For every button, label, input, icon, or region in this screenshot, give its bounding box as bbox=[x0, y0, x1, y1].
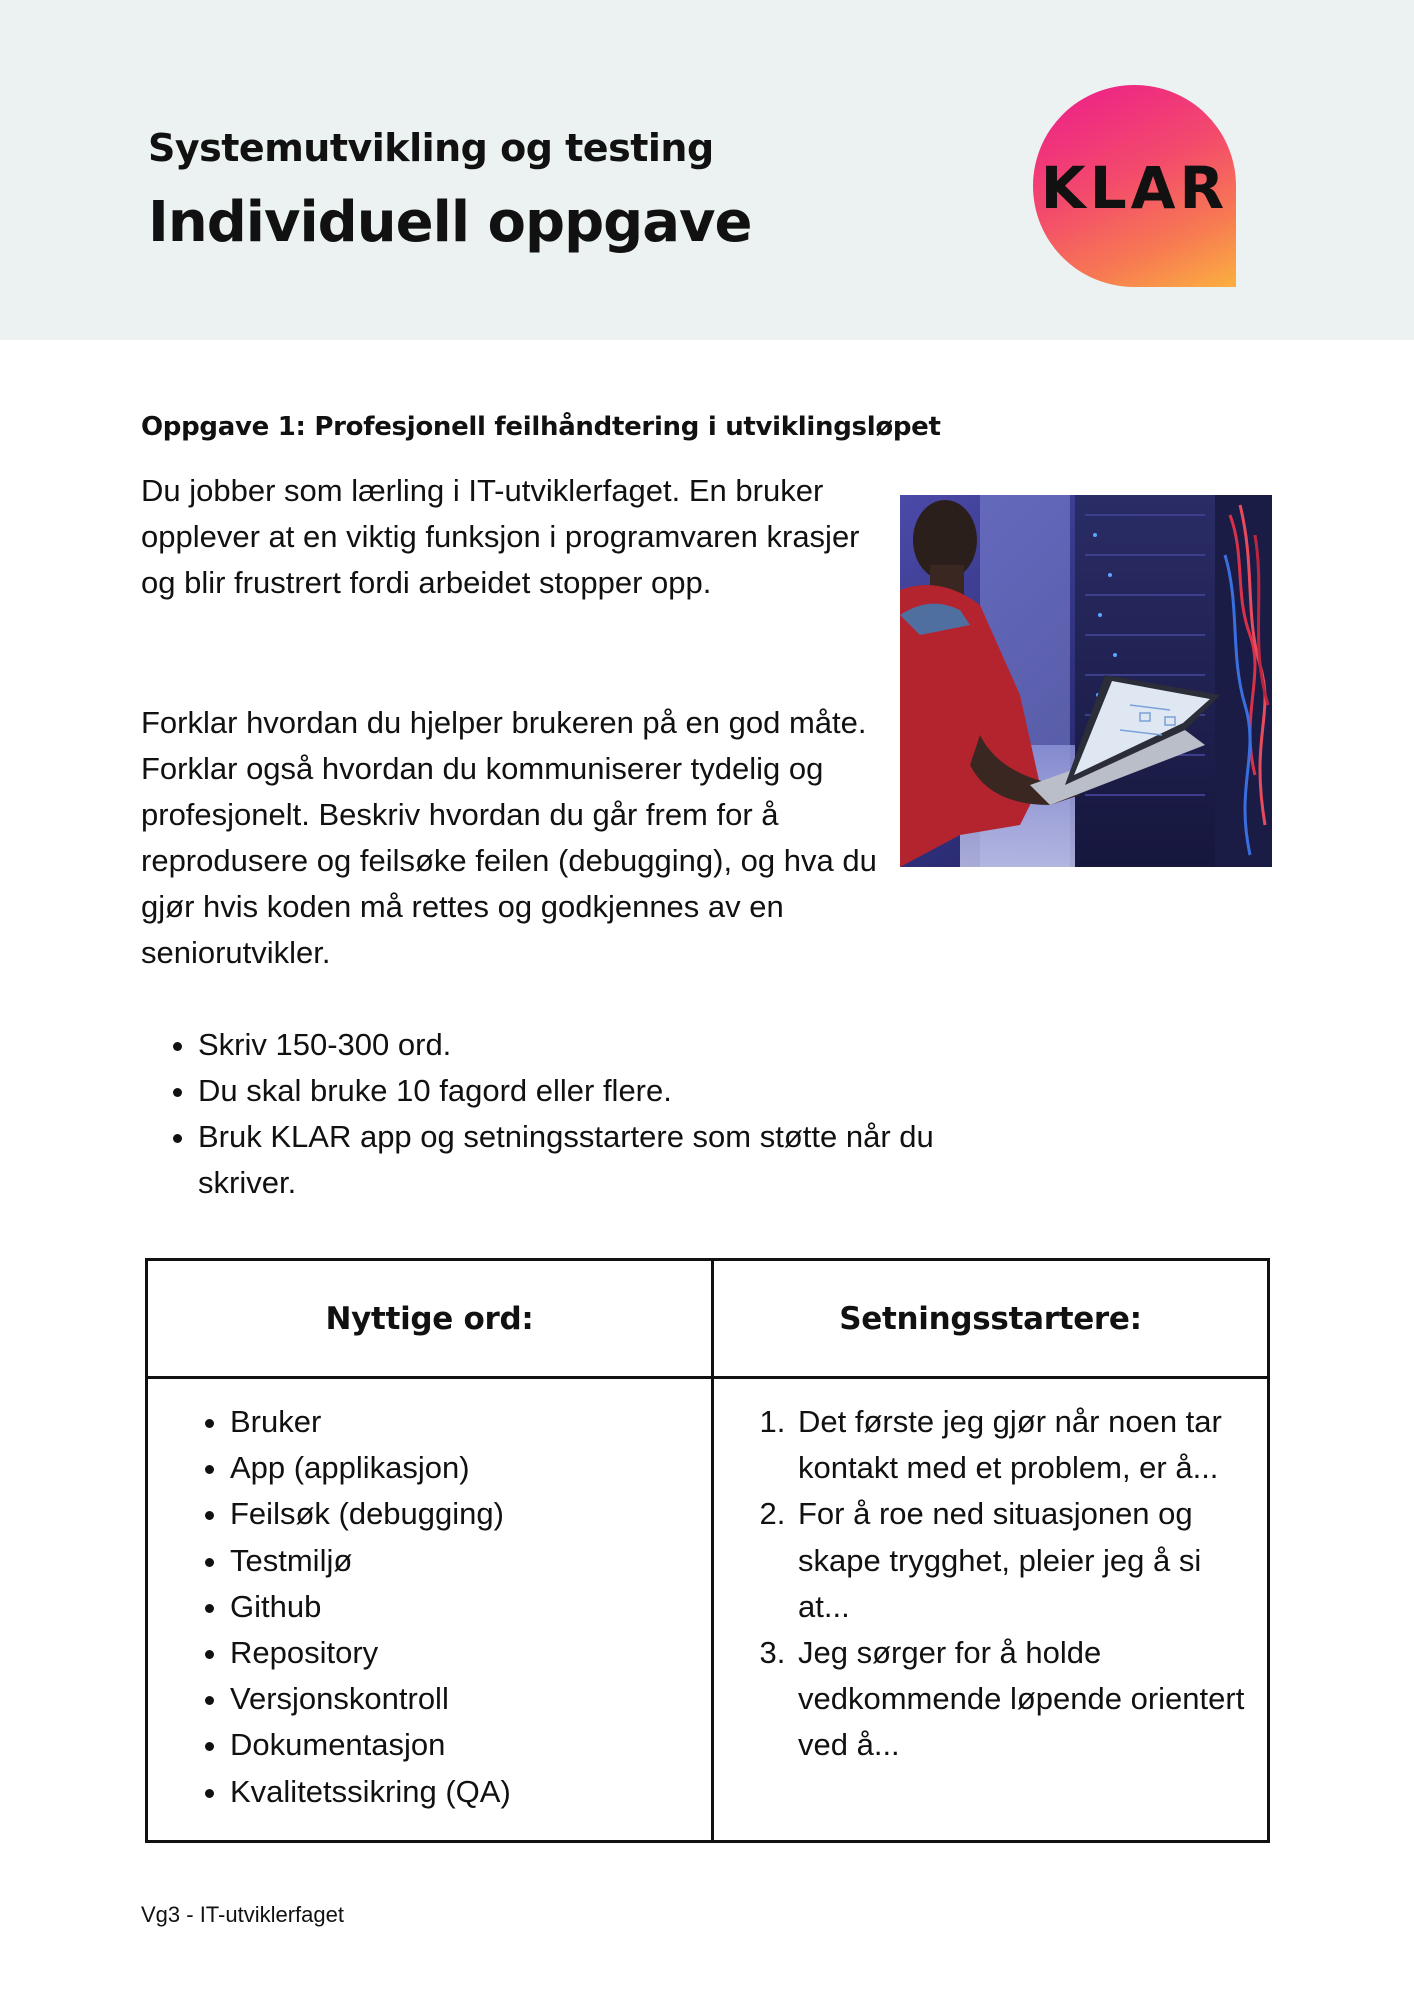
logo-text: KLAR bbox=[1040, 154, 1229, 222]
photo-illustration bbox=[900, 495, 1272, 867]
list-item: 1. Det første jeg gjør når noen tar kontakt med et problem, er å... bbox=[794, 1399, 1247, 1491]
task-heading: Oppgave 1: Profesjonell feilhåndtering i utviklingsløpet bbox=[141, 412, 941, 442]
list-item: • Testmiljø bbox=[230, 1538, 691, 1584]
table-header-sentence-starters: Setningsstartere: bbox=[713, 1260, 1269, 1378]
header-band bbox=[0, 0, 1414, 340]
list-item: • Kvalitetssikring (QA) bbox=[230, 1769, 691, 1815]
list-item: • Bruker bbox=[230, 1399, 691, 1445]
list-item: • Dokumentasjon bbox=[230, 1722, 691, 1768]
list-item: • Skriv 150-300 ord. bbox=[198, 1022, 938, 1068]
useful-words-list bbox=[148, 1399, 691, 1815]
vocabulary-table bbox=[145, 1258, 1270, 1843]
footer-text: Vg3 - IT-utviklerfaget bbox=[141, 1902, 344, 1927]
table-header-useful-words: Nyttige ord: bbox=[147, 1260, 713, 1378]
list-item: 3. Jeg sørger for å holde vedkommende løpende orientert ved å... bbox=[794, 1630, 1247, 1769]
sentence-starters-list bbox=[714, 1399, 1247, 1769]
requirements-list bbox=[141, 1022, 938, 1206]
server-room-photo bbox=[900, 495, 1272, 867]
list-item: • App (applikasjon) bbox=[230, 1445, 691, 1491]
list-item: • Du skal bruke 10 fagord eller flere. bbox=[198, 1068, 938, 1114]
subject-title: Systemutvikling og testing bbox=[148, 126, 714, 170]
list-item: • Feilsøk (debugging) bbox=[230, 1491, 691, 1537]
sentence-starters-cell bbox=[713, 1378, 1269, 1842]
klar-logo bbox=[1033, 85, 1236, 287]
list-item: • Bruk KLAR app og setningsstartere som støtte når du skriver. bbox=[198, 1114, 938, 1206]
page-title: Individuell oppgave bbox=[148, 190, 752, 255]
list-item: • Versjonskontroll bbox=[230, 1676, 691, 1722]
task-paragraph-1: Du jobber som lærling i IT-utviklerfaget. En bruker opplever at en viktig funksjon i programvaren krasjer og blir frustrert fordi arbeidet stopper opp. bbox=[141, 473, 860, 600]
task-paragraph-2: Forklar hvordan du hjelper brukeren på en god måte. Forklar også hvordan du kommuniserer tydelig og profesjonelt. Beskriv hvordan du går frem for å reprodusere og feilsøke feilen (debugging), og hva du gjør hvis koden må rettes og godkjennes av en seniorutvikler. bbox=[141, 705, 877, 970]
list-item: • Github bbox=[230, 1584, 691, 1630]
useful-words-cell bbox=[147, 1378, 713, 1842]
list-item: 2. For å roe ned situasjonen og skape trygghet, pleier jeg å si at... bbox=[794, 1491, 1247, 1630]
list-item: • Repository bbox=[230, 1630, 691, 1676]
